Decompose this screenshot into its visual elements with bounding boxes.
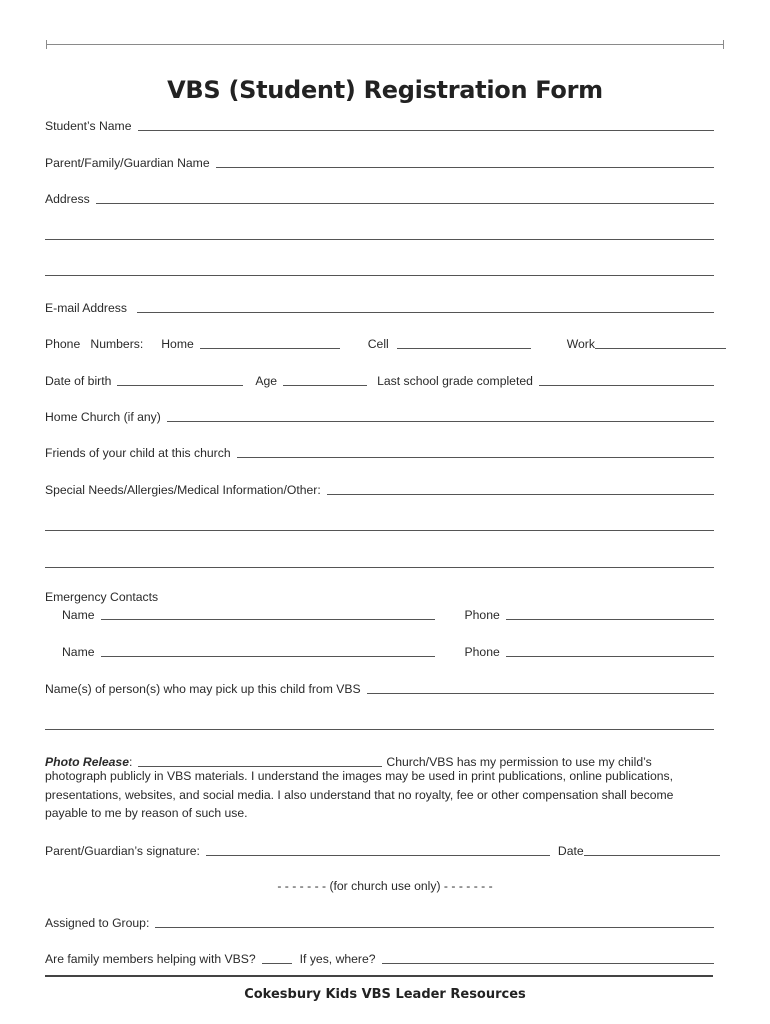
if-yes-label: If yes, where? [299,952,376,966]
address-row-3 [45,260,718,278]
home-church-label: Home Church (if any) [45,410,161,424]
work-phone-label: Work [566,337,595,351]
student-name-row [45,115,718,133]
address-row-2 [45,224,718,242]
address-field-2[interactable] [45,239,714,240]
cell-phone-field[interactable] [397,348,531,349]
age-field[interactable] [283,385,367,386]
email-label: E-mail Address [45,301,127,315]
dob-row [45,370,718,388]
address-field-3[interactable] [45,275,714,276]
grade-field[interactable] [539,385,714,386]
bottom-rule [45,975,713,977]
friends-row [45,442,718,460]
home-church-field[interactable] [167,421,714,422]
church-use-divider: - - - - - - - (for church use only) - - - - - - - [277,879,493,893]
dob-label: Date of birth [45,374,112,388]
home-phone-label: Home [161,337,194,351]
date-field[interactable] [584,855,720,856]
special-needs-row-3 [45,552,718,570]
pickup-row [45,678,718,696]
emergency-name-label: Name [62,645,95,659]
family-helping-row [45,948,718,966]
special-needs-row-2 [45,515,718,533]
photo-release-colon: : [129,755,133,769]
parent-name-field[interactable] [216,167,714,168]
dob-field[interactable] [117,385,243,386]
friends-label: Friends of your child at this church [45,446,231,460]
pickup-label: Name(s) of person(s) who may pick up this child from VBS [45,682,361,696]
special-needs-field-3[interactable] [45,567,714,568]
if-yes-field[interactable] [382,963,714,964]
photo-release-permission-text: Church/VBS has my permission to use my child’s [386,755,652,769]
footer-text: Cokesbury Kids VBS Leader Resources [244,987,526,1002]
home-phone-field[interactable] [200,348,340,349]
pickup-field-1[interactable] [367,693,714,694]
work-phone-field[interactable] [595,348,726,349]
special-needs-row [45,479,718,497]
friends-field[interactable] [237,457,714,458]
emergency-name-label: Name [62,608,95,622]
photo-release-label: Photo Release [45,755,129,769]
emergency-phone-label: Phone [464,645,500,659]
date-label: Date [557,844,584,858]
top-rule [46,44,724,45]
signature-field[interactable] [206,855,550,856]
address-field-1[interactable] [96,203,714,204]
family-helping-field[interactable] [262,963,292,964]
address-row [45,188,718,206]
address-label: Address [45,192,90,206]
emergency-phone-field-1[interactable] [506,619,714,620]
emergency-contact-row-1 [62,604,718,622]
email-row [45,297,718,315]
emergency-contact-row-2 [62,641,718,659]
assigned-group-label: Assigned to Group: [45,916,150,930]
photo-release-paragraph: photograph publicly in VBS materials. I understand the images may be used in print publications, online publications, presentations, websites, and social media. I also understand that no royalty, fee or other compensation shall become payable to me by reason of such use. [45,769,674,821]
special-needs-field-2[interactable] [45,530,714,531]
emergency-phone-field-2[interactable] [506,656,714,657]
email-field[interactable] [137,312,714,313]
student-name-field[interactable] [138,130,715,131]
family-helping-label: Are family members helping with VBS? [45,952,256,966]
home-church-row [45,406,718,424]
special-needs-label: Special Needs/Allergies/Medical Information/Other: [45,483,321,497]
pickup-row-2 [45,714,718,732]
parent-name-label: Parent/Family/Guardian Name [45,156,210,170]
form-title: VBS (Student) Registration Form [167,76,603,104]
emergency-phone-label: Phone [464,608,500,622]
pickup-field-2[interactable] [45,729,714,730]
student-name-label: Student’s Name [45,119,132,133]
phone-numbers-label: Phone Numbers: [45,337,144,351]
parent-name-row [45,152,718,170]
emergency-name-field-2[interactable] [101,656,435,657]
cell-phone-label: Cell [367,337,389,351]
grade-label: Last school grade completed [377,374,533,388]
phone-row [45,333,718,351]
emergency-name-field-1[interactable] [101,619,435,620]
signature-label: Parent/Guardian’s signature: [45,844,200,858]
assigned-group-field[interactable] [155,927,714,928]
signature-row [45,840,718,858]
special-needs-field-1[interactable] [327,494,714,495]
assigned-group-row [45,912,718,930]
age-label: Age [255,374,278,388]
emergency-contacts-heading: Emergency Contacts [45,590,159,604]
